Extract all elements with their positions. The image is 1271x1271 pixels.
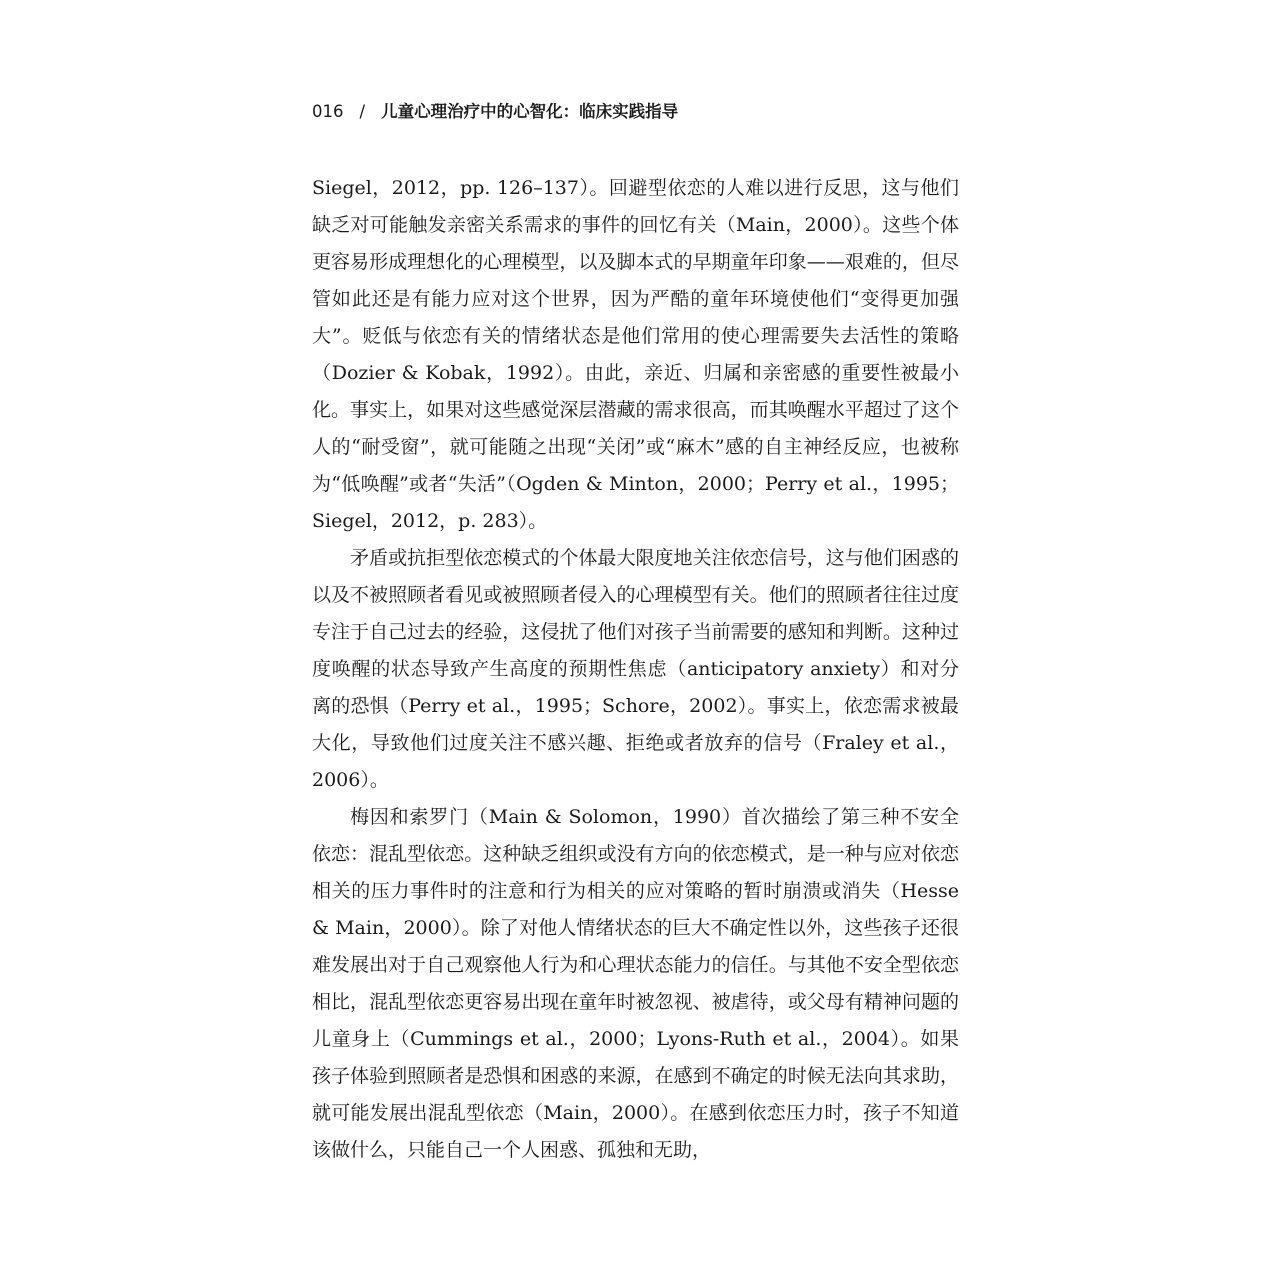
running-header xyxy=(312,97,972,127)
body-text xyxy=(312,170,959,1169)
paragraph-disorganized-attachment: 梅因和索罗门（Main & Solomon，1990）首次描绘了第三种不安全依恋：混乱型依恋。这种缺乏组织或没有方向的依恋模式，是一种与应对依恋相关的压力事件时的注意和行为相关的应对策略的暂时崩溃或消失（Hesse & Main，2000）。除了对他人情绪状态的巨大不确定性以外，这些孩子还很难发展出对于自己观察他人行为和心理状态能力的信任。与其他不安全型依恋相比，混乱型依恋更容易出现在童年时被忽视、被虐待，或父母有精神问题的儿童身上（Cummings et al.，2000；Lyons-Ruth et al.，2004）。如果孩子体验到照顾者是恐惧和困惑的来源，在感到不确定的时候无法向其求助，就可能发展出混乱型依恋（Main，2000）。在感到依恋压力时，孩子不知道该做什么，只能自己一个人困惑、孤独和无助， xyxy=(312,806,959,1161)
paragraph-continuation: Siegel，2012，pp. 126–137）。回避型依恋的人难以进行反思，这与他们缺乏对可能触发亲密关系需求的事件的回忆有关（Main，2000）。这些个体更容易形成理想化的心理模型，以及脚本式的早期童年印象——艰难的，但尽管如此还是有能力应对这个世界，因为严酷的童年环境使他们“变得更加强大”。贬低与依恋有关的情绪状态是他们常用的使心理需要失去活性的策略（Dozier & Kobak，1992）。由此，亲近、归属和亲密感的重要性被最小化。事实上，如果对这些感觉深层潜藏的需求很高，而其唤醒水平超过了这个人的“耐受窗”，就可能随之出现“关闭”或“麻木”感的自主神经反应，也被称为“低唤醒”或者“失活”（Ogden & Minton，2000；Perry et al.，1995；Siegel，2012，p. 283）。 xyxy=(312,177,959,532)
page-number: 016 xyxy=(312,102,344,121)
book-title: 儿童心理治疗中的心智化：临床实践指导 xyxy=(381,102,679,121)
paragraph-ambivalent-attachment: 矛盾或抗拒型依恋模式的个体最大限度地关注依恋信号，这与他们困惑的以及不被照顾者看见或被照顾者侵入的心理模型有关。他们的照顾者往往过度专注于自己过去的经验，这侵扰了他们对孩子当前需要的感知和判断。这种过度唤醒的状态导致产生高度的预期性焦虑（anticipatory anxiety）和对分离的恐惧（Perry et al.，1995；Schore，2002）。事实上，依恋需求被最大化，导致他们过度关注不感兴趣、拒绝或者放弃的信号（Fraley et al.，2006）。 xyxy=(312,547,959,791)
header-separator: / xyxy=(359,102,366,121)
